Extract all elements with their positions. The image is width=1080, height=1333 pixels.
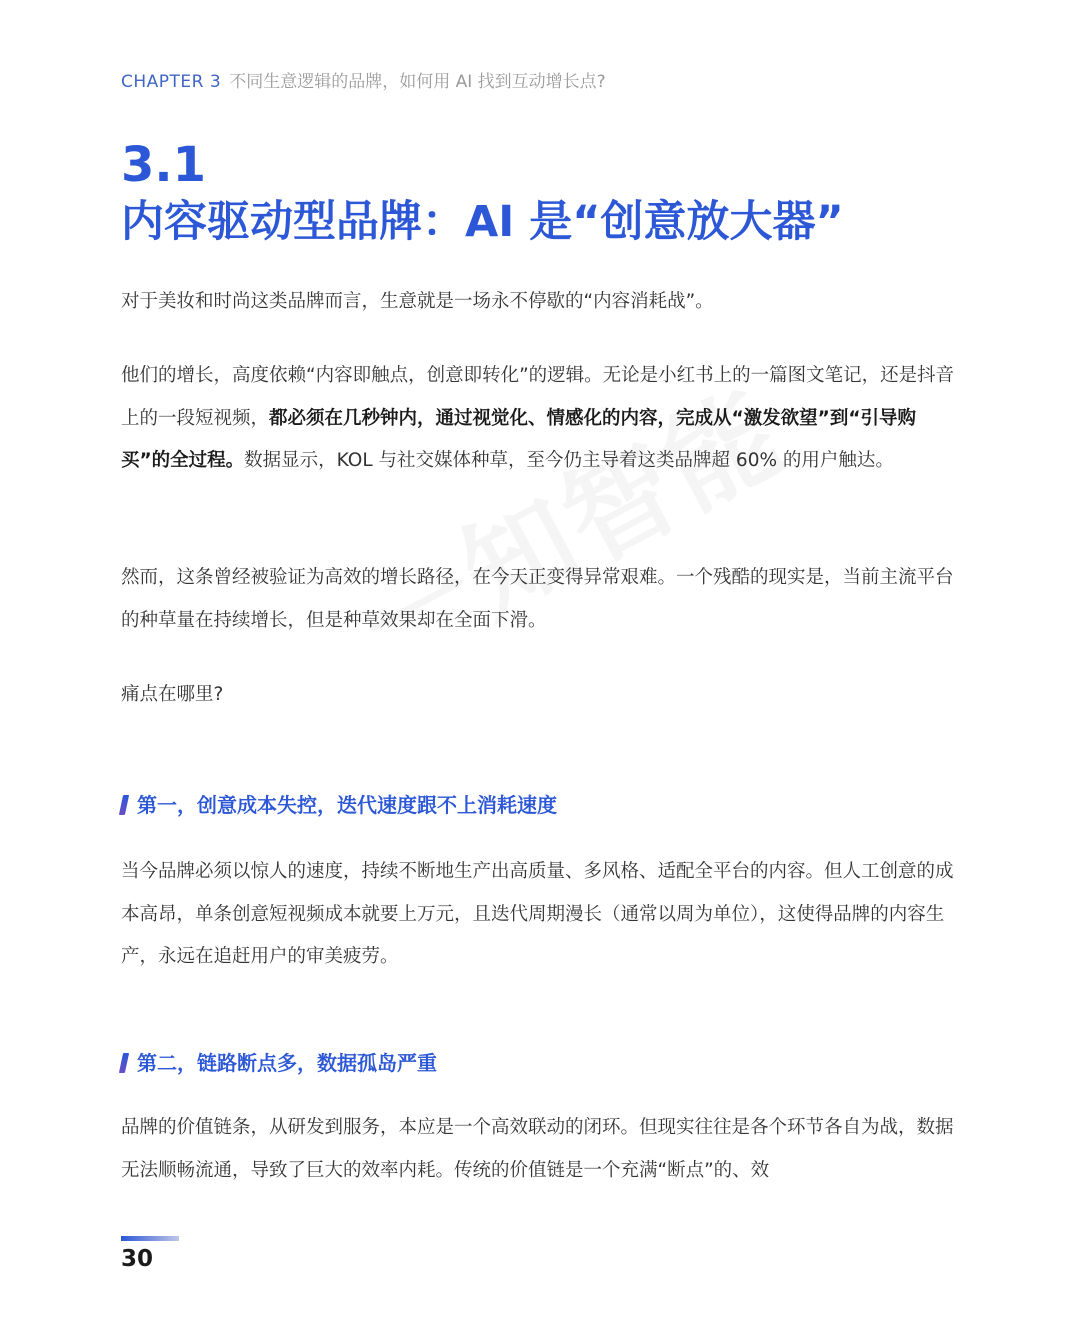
page-number: 30 xyxy=(121,1246,154,1272)
running-header xyxy=(121,70,606,94)
subsection-heading-second-text: 第二，链路断点多，数据孤岛严重 xyxy=(137,1051,437,1075)
footer-rule xyxy=(121,1236,179,1241)
paragraph-intro: 对于美妆和时尚这类品牌而言，生意就是一场永不停歇的“内容消耗战”。 xyxy=(121,291,714,312)
paragraph-first-body: 当今品牌必须以惊人的速度，持续不断地生产出高质量、多风格、适配全平台的内容。但人工创意的成本高昂，单条创意短视频成本就要上万元，且迭代周期漫长（通常以周为单位），这使得品牌的内容生产，永远在追赶用户的审美疲劳。 xyxy=(121,861,954,967)
subsection-heading-first-text: 第一，创意成本失控，迭代速度跟不上消耗速度 xyxy=(137,793,557,817)
paragraph-growth-text-b: 数据显示，KOL 与社交媒体种草，至今仍主导着这类品牌超 60% 的用户触达。 xyxy=(244,450,894,471)
paragraph-growth-emphasis: 都必须在几秒钟内，通过视觉化、情感化的内容，完成从“激发欲望”到“引导购买”的全过程。 xyxy=(121,407,916,471)
chapter-label: CHAPTER 3 xyxy=(121,72,222,92)
page-footer xyxy=(121,1236,179,1273)
paragraph-second-body: 品牌的价值链条，从研发到服务，本应是一个高效联动的闭环。但现实往往是各个环节各自为战，数据无法顺畅流通，导致了巨大的效率内耗。传统的价值链是一个充满“断点”的、效 xyxy=(121,1117,954,1181)
paragraph-growth xyxy=(121,355,961,483)
paragraph-growth-text-a: 他们的增长，高度依赖“内容即触点，创意即转化”的逻辑。无论是小红书上的一篇图文笔记，还是抖音上的一段短视频， xyxy=(121,365,955,429)
heading-bar-icon xyxy=(119,795,129,815)
subsection-heading-first xyxy=(121,791,557,819)
paragraph-however: 然而，这条曾经被验证为高效的增长路径，在今天正变得异常艰难。一个残酷的现实是，当前主流平台的种草量在持续增长，但是种草效果却在全面下滑。 xyxy=(121,567,954,631)
heading-bar-icon xyxy=(119,1053,129,1073)
section-number: 3.1 xyxy=(121,137,207,193)
chapter-subtitle: 不同生意逻辑的品牌，如何用 AI 找到互动增长点? xyxy=(229,72,606,92)
paragraph-question: 痛点在哪里? xyxy=(121,684,224,705)
section-title-block xyxy=(121,138,844,252)
subsection-heading-second xyxy=(121,1049,437,1077)
section-title: 内容驱动型品牌：AI 是“创意放大器” xyxy=(121,197,844,247)
